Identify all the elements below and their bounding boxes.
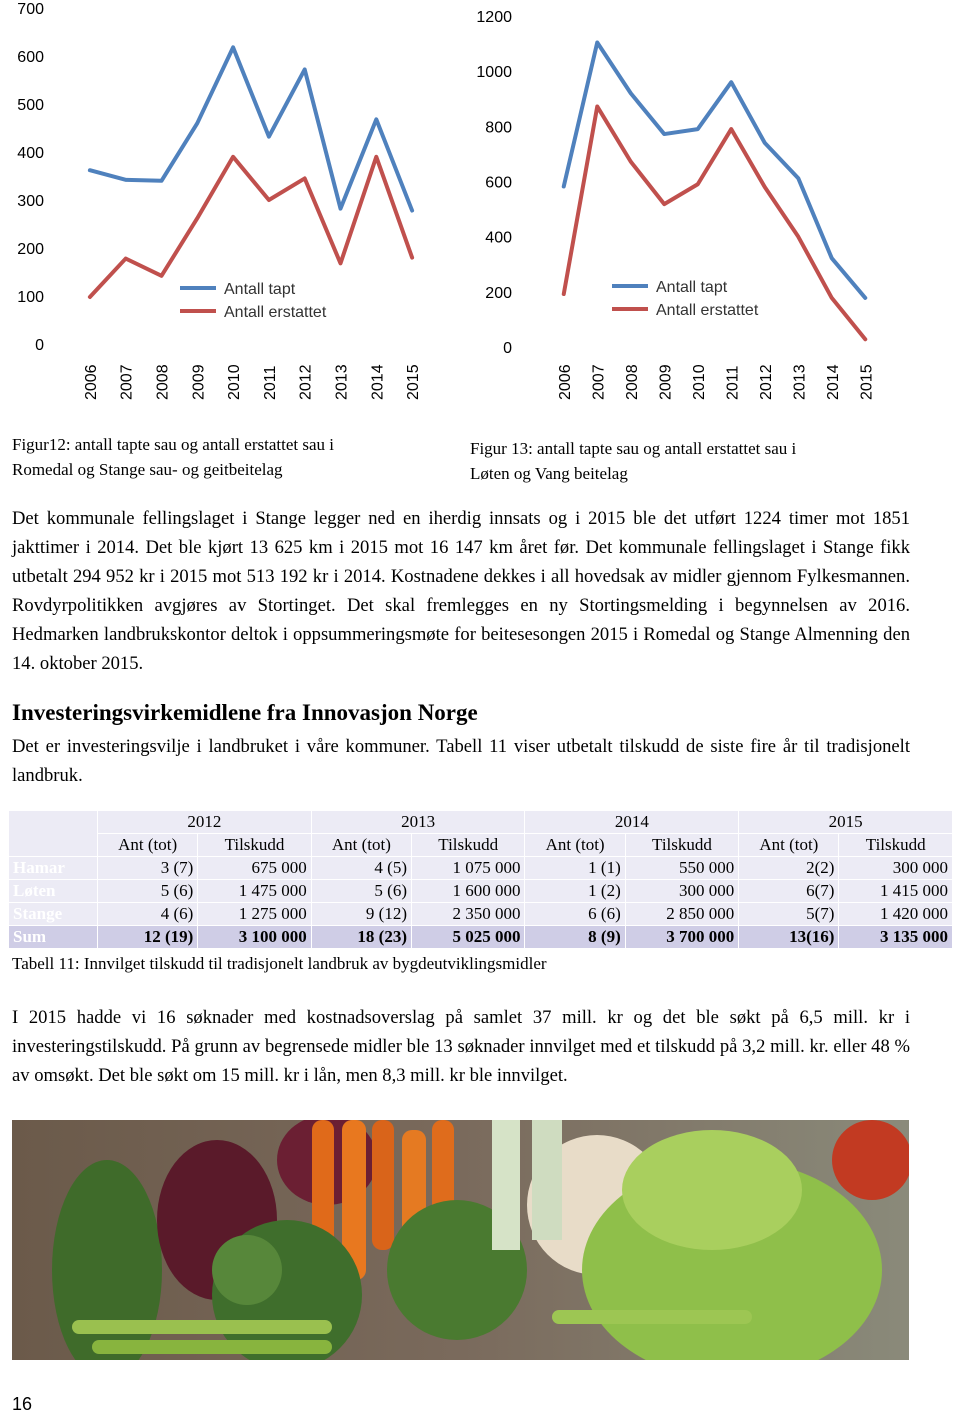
y-tick-label: 600 bbox=[485, 174, 512, 192]
chart-fig13-svg bbox=[462, 0, 932, 410]
x-tick-label: 2012 bbox=[757, 364, 775, 400]
row-label: Sum bbox=[9, 926, 98, 949]
data-point bbox=[411, 209, 414, 212]
data-point bbox=[196, 217, 199, 220]
paragraph-felling: Det kommunale fellingslaget i Stange legger ned en iherdig innsats og i 2015 ble det utført 1224 timer mot 1851 jakttimer i 2014. Det ble kjørt 13 625 km i 2015 mot 16 147 km året før. Det kommunale fellingslaget i Stange fikk utbetalt 294 952 kr i 2015 mot 513 192 kr i 2014. Kostnadene dekkes i all hovedsak av midler gjennom Fylkesmannen. Rovdyrpolitikken avgjøres av Stortinget. Det skal fremlegges en ny Stortingsmelding i begynnelsen av 2016. Hedmarken landbrukskontor deltok i oppsummeringsmøte for beitesesongen 2015 i Romedal og Stange Almenning den 14. oktober 2015. bbox=[12, 508, 910, 674]
data-point bbox=[88, 295, 91, 298]
subheader: Ant (tot) bbox=[525, 834, 625, 857]
year-header: 2014 bbox=[525, 811, 739, 834]
data-point bbox=[629, 92, 632, 95]
data-point bbox=[830, 257, 833, 260]
data-point bbox=[303, 68, 306, 71]
table-corner bbox=[9, 811, 98, 857]
x-tick-label: 2012 bbox=[297, 364, 315, 400]
table-cell: 1 415 000 bbox=[839, 880, 953, 903]
data-point bbox=[730, 81, 733, 84]
x-tick-label: 2007 bbox=[118, 364, 136, 400]
chart-fig12 bbox=[0, 0, 440, 410]
table-cell: 4 (6) bbox=[98, 903, 198, 926]
y-tick-label: 1000 bbox=[476, 64, 512, 82]
table-cell: 18 (23) bbox=[311, 926, 411, 949]
table-cell: 1 (1) bbox=[525, 857, 625, 880]
table-cell: 3 135 000 bbox=[839, 926, 953, 949]
data-point bbox=[797, 177, 800, 180]
x-tick-label: 2009 bbox=[190, 364, 208, 400]
y-tick-label: 700 bbox=[17, 1, 44, 18]
figure-13-caption bbox=[470, 436, 796, 486]
data-point bbox=[730, 128, 733, 131]
data-point bbox=[696, 128, 699, 131]
table-year-row bbox=[9, 811, 953, 834]
table-row bbox=[9, 880, 953, 903]
data-point bbox=[375, 118, 378, 121]
x-tick-label: 2010 bbox=[226, 364, 244, 400]
y-tick-label: 600 bbox=[17, 49, 44, 66]
subheader: Ant (tot) bbox=[739, 834, 839, 857]
data-point bbox=[663, 133, 666, 136]
data-point bbox=[596, 105, 599, 108]
table-cell: 8 (9) bbox=[525, 926, 625, 949]
x-tick-label: 2011 bbox=[724, 365, 742, 400]
subheader: Ant (tot) bbox=[98, 834, 198, 857]
x-tick-label: 2008 bbox=[154, 364, 172, 400]
data-point bbox=[232, 46, 235, 49]
year-header: 2012 bbox=[98, 811, 312, 834]
table-cell: 2 850 000 bbox=[625, 903, 738, 926]
y-tick-label: 500 bbox=[17, 97, 44, 114]
caption-line: Figur12: antall tapte sau og antall erstattet sau i bbox=[12, 435, 334, 454]
table-row bbox=[9, 857, 953, 880]
table-cell: 3 700 000 bbox=[625, 926, 738, 949]
y-tick-label: 400 bbox=[485, 229, 512, 247]
chart-fig12-svg bbox=[0, 0, 440, 410]
caption-line: Romedal og Stange sau- og geitbeitelag bbox=[12, 460, 283, 479]
legend-label: Antall tapt bbox=[656, 279, 728, 296]
data-point bbox=[562, 185, 565, 188]
y-tick-label: 300 bbox=[17, 193, 44, 210]
data-point bbox=[196, 122, 199, 125]
x-tick-label: 2013 bbox=[333, 364, 351, 400]
table-cell: 1 600 000 bbox=[412, 880, 525, 903]
y-tick-label: 400 bbox=[17, 145, 44, 162]
table-cell: 6(7) bbox=[739, 880, 839, 903]
data-point bbox=[124, 178, 127, 181]
table-cell: 1 420 000 bbox=[839, 903, 953, 926]
data-point bbox=[797, 235, 800, 238]
subheader: Ant (tot) bbox=[311, 834, 411, 857]
table-row bbox=[9, 903, 953, 926]
table-cell: 3 (7) bbox=[98, 857, 198, 880]
x-tick-label: 2006 bbox=[82, 364, 100, 400]
table-cell: 1 475 000 bbox=[198, 880, 311, 903]
x-tick-label: 2006 bbox=[556, 364, 574, 400]
row-label: Hamar bbox=[9, 857, 98, 880]
row-label: Stange bbox=[9, 903, 98, 926]
data-point bbox=[88, 169, 91, 172]
series-line bbox=[90, 157, 412, 297]
data-point bbox=[267, 135, 270, 138]
data-point bbox=[303, 177, 306, 180]
x-tick-label: 2014 bbox=[824, 364, 842, 400]
subheader: Tilskudd bbox=[412, 834, 525, 857]
x-tick-label: 2015 bbox=[405, 364, 423, 400]
table-cell: 5 (6) bbox=[311, 880, 411, 903]
legend-label: Antall tapt bbox=[224, 281, 296, 298]
y-tick-label: 1200 bbox=[476, 9, 512, 26]
chart-fig13 bbox=[462, 0, 932, 410]
y-tick-label: 0 bbox=[35, 337, 44, 354]
table-cell: 5(7) bbox=[739, 903, 839, 926]
table-cell: 13(16) bbox=[739, 926, 839, 949]
table-cell: 675 000 bbox=[198, 857, 311, 880]
table-cell: 9 (12) bbox=[311, 903, 411, 926]
data-point bbox=[864, 338, 867, 341]
row-label: Løten bbox=[9, 880, 98, 903]
figure-12-caption bbox=[12, 432, 334, 482]
table-subheader-row bbox=[9, 834, 953, 857]
x-tick-label: 2009 bbox=[657, 364, 675, 400]
table-cell: 300 000 bbox=[625, 880, 738, 903]
table-cell: 1 (2) bbox=[525, 880, 625, 903]
section-heading: Investeringsvirkemidlene fra Innovasjon Norge bbox=[12, 700, 478, 725]
y-tick-label: 100 bbox=[17, 289, 44, 306]
data-point bbox=[830, 296, 833, 299]
caption-line: Figur 13: antall tapte sau og antall erstattet sau i bbox=[470, 439, 797, 458]
table-cell: 4 (5) bbox=[311, 857, 411, 880]
series-line bbox=[564, 42, 866, 297]
data-point bbox=[629, 160, 632, 163]
y-tick-label: 800 bbox=[485, 119, 512, 137]
data-point bbox=[232, 155, 235, 158]
year-header: 2013 bbox=[311, 811, 525, 834]
subheader: Tilskudd bbox=[625, 834, 738, 857]
data-point bbox=[339, 207, 342, 210]
data-point bbox=[663, 203, 666, 206]
data-point bbox=[339, 262, 342, 265]
table-cell: 6 (6) bbox=[525, 903, 625, 926]
data-point bbox=[411, 256, 414, 259]
table-sum-row bbox=[9, 926, 953, 949]
data-point bbox=[160, 274, 163, 277]
year-header: 2015 bbox=[739, 811, 953, 834]
table-cell: 2 350 000 bbox=[412, 903, 525, 926]
paragraph-investment: Det er investeringsvilje i landbruket i våre kommuner. Tabell 11 viser utbetalt tilskudd de siste fire år til tradisjonelt landbruk. bbox=[12, 736, 910, 786]
page-number: 16 bbox=[12, 1394, 33, 1414]
x-tick-label: 2010 bbox=[690, 364, 708, 400]
table-cell: 1 275 000 bbox=[198, 903, 311, 926]
table-cell: 1 075 000 bbox=[412, 857, 525, 880]
grants-table bbox=[8, 810, 953, 949]
table-caption: Tabell 11: Innvilget tilskudd til tradisjonelt landbruk av bygdeutviklingsmidler bbox=[12, 954, 547, 973]
table-cell: 550 000 bbox=[625, 857, 738, 880]
caption-line: Løten og Vang beitelag bbox=[470, 464, 628, 483]
x-tick-label: 2013 bbox=[791, 364, 809, 400]
data-point bbox=[375, 155, 378, 158]
data-point bbox=[864, 296, 867, 299]
data-point bbox=[763, 186, 766, 189]
data-point bbox=[124, 257, 127, 260]
table-cell: 5 (6) bbox=[98, 880, 198, 903]
table-cell: 12 (19) bbox=[98, 926, 198, 949]
data-point bbox=[160, 179, 163, 182]
vegetables-photo bbox=[12, 1120, 909, 1360]
legend-label: Antall erstattet bbox=[224, 304, 327, 321]
y-tick-label: 200 bbox=[17, 241, 44, 258]
x-tick-label: 2008 bbox=[623, 364, 641, 400]
vegetables-illustration bbox=[12, 1120, 909, 1360]
x-tick-label: 2015 bbox=[858, 364, 876, 400]
x-tick-label: 2011 bbox=[261, 365, 279, 400]
legend-label: Antall erstattet bbox=[656, 302, 759, 319]
series-line bbox=[90, 47, 412, 210]
table-cell: 3 100 000 bbox=[198, 926, 311, 949]
table-cell: 5 025 000 bbox=[412, 926, 525, 949]
subheader: Tilskudd bbox=[839, 834, 953, 857]
x-tick-label: 2007 bbox=[590, 364, 608, 400]
paragraph-applications: I 2015 hadde vi 16 søknader med kostnadsoverslag på samlet 37 mill. kr og det ble søkt på 6,5 mill. kr i investeringstilskudd. På grunn av begrensede midler ble 13 søknader innvilget med et tilskudd på 3,2 mill. kr. eller 48 % av omsøkt. Det ble søkt om 15 mill. kr i lån, men 8,3 mill. kr ble innvilget. bbox=[12, 1007, 910, 1086]
data-point bbox=[596, 41, 599, 44]
y-tick-label: 0 bbox=[503, 340, 512, 357]
data-point bbox=[562, 293, 565, 296]
data-point bbox=[267, 199, 270, 202]
x-tick-label: 2014 bbox=[369, 364, 387, 400]
table-cell: 2(2) bbox=[739, 857, 839, 880]
table-cell: 300 000 bbox=[839, 857, 953, 880]
subheader: Tilskudd bbox=[198, 834, 311, 857]
data-point bbox=[696, 183, 699, 186]
data-point bbox=[763, 141, 766, 144]
y-tick-label: 200 bbox=[485, 284, 512, 302]
